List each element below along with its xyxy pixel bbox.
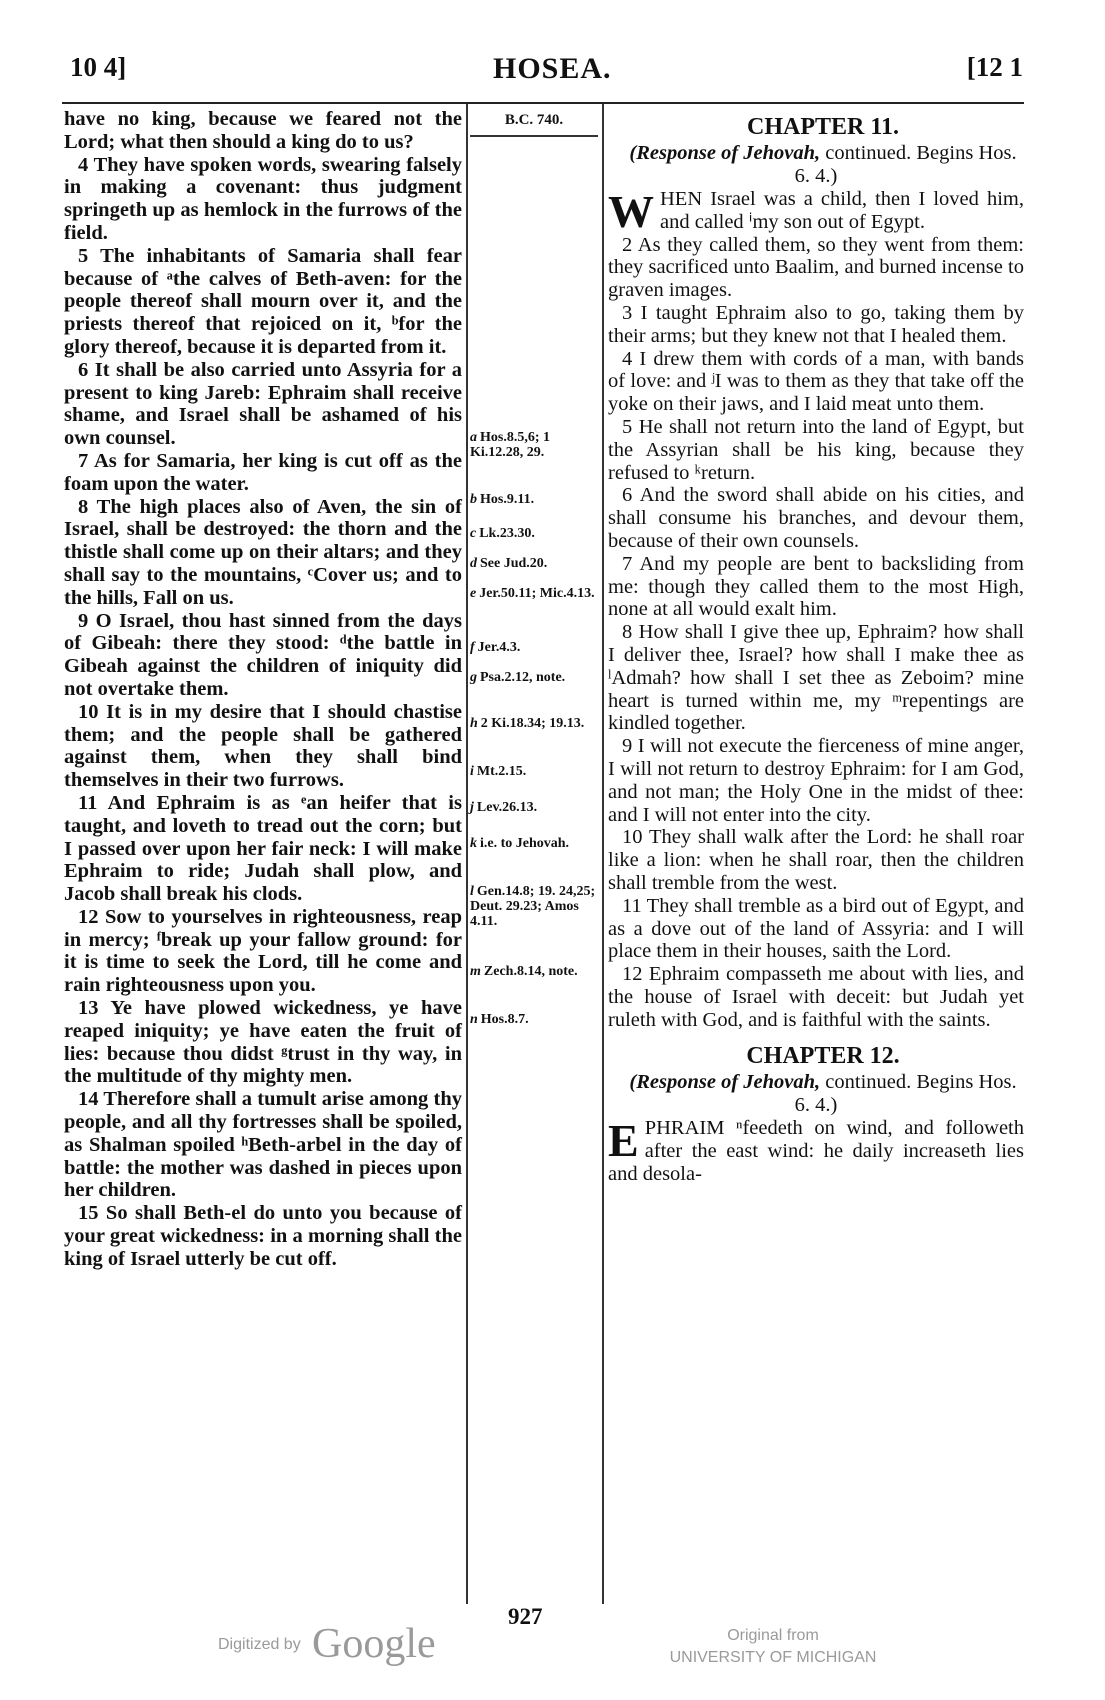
ref-mark: h [470, 716, 478, 731]
cross-reference [470, 586, 598, 601]
verse-paragraph: 5 He shall not return into the land of Egypt, but the Assyrian shall be his king, because they refused to ᵏreturn. [608, 415, 1024, 484]
ref-text: Jer.4.3. [477, 640, 521, 655]
chapter-note [608, 142, 1024, 188]
verse-paragraph: 11 They shall tremble as a bird out of Egypt, and as a dove out of the land of Assyria: and I will place them in their houses, saith the Lord. [608, 894, 1024, 963]
ref-mark: b [470, 492, 477, 507]
ref-mark: d [470, 556, 477, 571]
verse-paragraph: 4 I drew them with cords of a man, with bands of love: and ʲI was to them as they that take off the yoke on their jaws, and I laid meat unto them. [608, 347, 1024, 416]
verse-paragraph: 10 They shall walk after the Lord: he shall roar like a lion: when he shall roar, then the children shall tremble from the west. [608, 826, 1024, 894]
column-divider-right [602, 104, 604, 1604]
cross-reference [470, 670, 598, 685]
cross-reference [470, 1012, 598, 1027]
ref-mark: c [470, 526, 477, 541]
digitized-by-label: Digitized by [218, 1636, 301, 1653]
verse-paragraph: 9 I will not execute the fierceness of mine anger, I will not return to destroy Ephraim: for I am God, and not man; the Holy One in the midst of thee: and I will not enter into the city. [608, 735, 1024, 826]
chapter-note-rest: continued. Begins Hos. 6. 4.) [794, 1071, 1017, 1117]
ref-mark: g [470, 670, 477, 685]
ref-text: Jer.50.11; Mic.4.13. [479, 586, 595, 601]
chapter-heading: CHAPTER 12. [746, 1043, 900, 1070]
ref-text: Mt.2.15. [476, 764, 527, 779]
verse-paragraph: 15 So shall Beth-el do unto you because of your great wickedness: in a morning shall the king of Israel utterly be cut off. [64, 1202, 462, 1270]
ref-mark: n [470, 1012, 478, 1027]
ref-text: Lev.26.13. [476, 800, 538, 815]
cross-reference [470, 556, 598, 571]
verse-paragraph: 5 The inhabitants of Samaria shall fear because of ᵃthe calves of Beth-aven: for the people thereof shall mourn over it, and the priests thereof that rejoiced on it, ᵇfor the glory thereof, because it is departed from it. [64, 244, 462, 358]
cross-reference [470, 716, 598, 731]
cross-reference [470, 526, 598, 541]
ref-text: i.e. to Jehovah. [480, 836, 570, 851]
verse-paragraph: 7 As for Samaria, her king is cut off as the foam upon the water. [64, 449, 462, 495]
drop-cap: W [608, 186, 654, 237]
ref-text: Zech.8.14, note. [483, 964, 578, 979]
chapter-note-rest: continued. Begins Hos. 6. 4.) [794, 142, 1017, 187]
verse-paragraph: 7 And my people are bent to backsliding from me: though they called them to the most High, none at all would exalt him. [608, 552, 1024, 621]
drop-cap: E [608, 1115, 639, 1167]
cross-reference [470, 640, 598, 655]
ref-mark: k [470, 836, 477, 851]
cross-reference [470, 964, 598, 979]
running-head [58, 46, 1023, 94]
page-number: 927 [508, 1604, 543, 1629]
ref-mark: f [470, 640, 475, 655]
cross-reference [470, 836, 598, 851]
chapter-note-italic: (Response of Jehovah, [629, 1071, 821, 1094]
verse-paragraph: 14 Therefore shall a tumult arise among thy people, and all thy fortresses shall be spoiled, as Shalman spoiled ʰBeth-arbel in the day of battle: the mother was dashed in pieces upon her children. [64, 1088, 462, 1202]
verse-paragraph: 2 As they called them, so they went from them: they sacrificed unto Baalim, and burned incense to graven images. [608, 233, 1024, 302]
left-text-column [64, 108, 462, 1271]
verse-paragraph: 3 I taught Ephraim also to go, taking them by their arms; but they knew not that I healed them. [608, 301, 1024, 347]
ref-text: See Jud.20. [480, 556, 548, 571]
cross-reference [470, 492, 598, 507]
verse-paragraph [608, 1117, 1024, 1185]
ref-text: Gen.14.8; 19. 24,25; Deut. 29.23; Amos 4.11. [470, 884, 596, 929]
verse-paragraph: have no king, because we feared not the Lord; what then should a king do to us? [64, 108, 462, 153]
university-label: UNIVERSITY OF MICHIGAN [669, 1649, 877, 1666]
chapter-verse-start: 10 4] [70, 52, 127, 82]
source-attribution [658, 1625, 888, 1669]
era-date: B.C. 740. [470, 112, 598, 137]
ref-text: 2 Ki.18.34; 19.13. [480, 716, 585, 731]
ref-text: Hos.8.5,6; 1 Ki.12.28, 29. [470, 430, 550, 460]
verse-paragraph: 8 The high places also of Aven, the sin of Israel, shall be destroyed: the thorn and the thistle shall come up on their altars; and they shall say to the mountains, ᶜCover us; and to the hills, Fall on us. [64, 495, 462, 609]
ref-mark: l [470, 884, 474, 899]
column-divider-left [466, 104, 468, 1604]
cross-reference [470, 430, 598, 460]
chapter-note [608, 1071, 1024, 1117]
header-rule [62, 102, 1024, 104]
first-verse-text: PHRAIM ⁿfeedeth on wind, and followeth after the east wind: he daily increaseth lies and desola- [608, 1117, 1024, 1186]
verse-paragraph: 6 It shall be also carried unto Assyria for a present to king Jareb: Ephraim shall receive shame, and Israel shall be ashamed of his own counsel. [64, 358, 462, 450]
book-title: HOSEA. [493, 52, 612, 85]
right-text-column [608, 112, 1024, 1186]
verse-paragraph: 9 O Israel, thou hast sinned from the days of Gibeah: there they stood: ᵈthe battle in Gibeah against the children of iniquity did not overtake them. [64, 609, 462, 700]
ref-text: Lk.23.30. [479, 526, 535, 541]
chapter-heading: CHAPTER 11. [746, 114, 899, 140]
chapter-note-italic: (Response of Jehovah, [629, 142, 821, 164]
ref-mark: i [470, 764, 474, 779]
ref-text: Psa.2.12, note. [480, 670, 566, 685]
first-verse-text: HEN Israel was a child, then I loved him, and called ⁱmy son out of Egypt. [660, 188, 1024, 233]
cross-reference [470, 800, 598, 815]
ref-mark: e [470, 586, 477, 601]
verse-paragraph: 6 And the sword shall abide on his cities, and shall consume his branches, and devour them, because of their own counsels. [608, 484, 1024, 552]
chapter-verse-end: [12 1 [966, 52, 1023, 82]
verse-paragraph: 13 Ye have plowed wickedness, ye have reaped iniquity; ye have eaten the fruit of lies: because thou didst ᵍtrust in thy way, in the multitude of thy mighty men. [64, 997, 462, 1088]
ref-mark: j [470, 800, 474, 815]
verse-paragraph: 12 Sow to yourselves in righteousness, reap in mercy; ᶠbreak up your fallow ground: for it is time to seek the Lord, till he come and rain righteousness upon you. [64, 905, 462, 997]
ref-mark: m [470, 964, 481, 979]
verse-paragraph: 8 How shall I give thee up, Ephraim? how shall I deliver thee, Israel? how shall I make thee as ˡAdmah? how shall I set thee as Zeboim? mine heart is turned within me, my ᵐrepentings are kindled together. [608, 621, 1024, 735]
verse-paragraph: 10 It is in my desire that I should chastise them; and the people shall be gathered against them, when they shall bind themselves in their two furrows. [64, 700, 462, 792]
cross-reference [470, 764, 598, 779]
ref-mark: a [470, 430, 477, 445]
cross-reference [470, 884, 598, 929]
cross-reference-column [470, 112, 598, 1027]
verse-paragraph: 11 And Ephraim is as ᵉan heifer that is taught, and loveth to tread out the corn; but I passed over upon her fair neck: I will make Ephraim to ride; Judah shall plow, and Jacob shall break his clods. [64, 791, 462, 906]
ref-text: Hos.8.7. [480, 1012, 529, 1027]
original-from-label: Original from [727, 1627, 819, 1644]
verse-paragraph: 12 Ephraim compasseth me about with lies, and the house of Israel with deceit: but Judah yet ruleth with God, and is faithful with the saints. [608, 963, 1024, 1031]
verse-paragraph [608, 186, 1024, 237]
google-logo: Google [312, 1621, 436, 1667]
ref-text: Hos.9.11. [480, 492, 535, 507]
verse-paragraph: 4 They have spoken words, swearing falsely in making a covenant: thus judgment springeth up as hemlock in the furrows of the field. [64, 153, 462, 244]
